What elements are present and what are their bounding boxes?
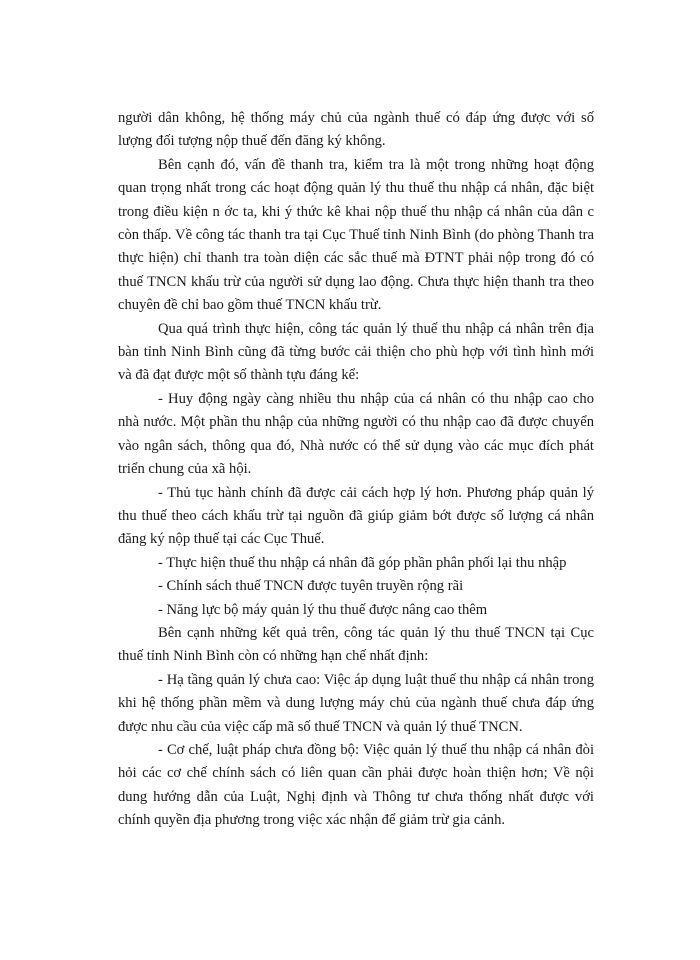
bullet-legal-mechanism-limitation: - Cơ chế, luật pháp chưa đồng bộ: Việc quản lý thuế thu nhập cá nhân đòi hỏi các cơ chế chính sách có liên quan cần phải được hoàn thiện hơn; Về nội dung hướng dẫn của Luật, Nghị định và Thông tư chưa thống nhất được với chính quyền địa phương trong việc xác nhận để giảm trừ gia cảnh.: [118, 741, 594, 829]
paragraph-continuation: người dân không, hệ thống máy chủ của ngành thuế có đáp ứng được với số lượng đối tượng nộp thuế đến đăng ký không.: [118, 110, 594, 150]
bullet-policy-propagation: - Chính sách thuế TNCN được tuyên truyền rộng rãi: [158, 578, 464, 595]
bullet-income-redistribution: - Thực hiện thuế thu nhập cá nhân đã góp phần phân phối lại thu nhập: [158, 554, 567, 571]
paragraph-inspection: Bên cạnh đó, vấn đề thanh tra, kiểm tra là một trong những hoạt động quan trọng nhất trong các hoạt động quản lý thu thuế thu nhập cá nhân, đặc biệt trong điều kiện n ớc ta, khi ý thức kê khai nộp thuế thu nhập cá nhân của dân c còn thấp. Về công tác thanh tra tại Cục Thuế tỉnh Ninh Bình (do phòng Thanh tra thực hiện) chỉ thanh tra toàn diện các sắc thuế mà ĐTNT phải nộp trong đó có thuế TNCN khấu trừ của người sử dụng lao động. Chưa thực hiện thanh tra theo chuyên đề chỉ bao gồm thuế TNCN khấu trừ.: [118, 156, 594, 314]
paragraph-achievements-intro: Qua quá trình thực hiện, công tác quản lý thuế thu nhập cá nhân trên địa bàn tỉnh Ninh Bình cũng đã từng bước cải thiện cho phù hợp với tình hình mới và đã đạt được một số thành tựu đáng kể:: [118, 320, 594, 384]
paragraph-limitations-intro: Bên cạnh những kết quả trên, công tác quản lý thu thuế TNCN tại Cục thuế tỉnh Ninh Bình còn có những hạn chế nhất định:: [118, 624, 594, 665]
bullet-administrative-reform: - Thủ tục hành chính đã được cải cách hợp lý hơn. Phương pháp quản lý thu thuế theo cách khấu trừ tại nguồn đã giúp giảm bớt được số lượng cá nhân đăng ký nộp thuế tại các Cục Thuế.: [118, 484, 594, 548]
bullet-revenue-mobilization: - Huy động ngày càng nhiều thu nhập của cá nhân có thu nhập cao cho nhà nước. Một phần thu nhập của những người có thu nhập cao đã được chuyển vào ngân sách, thông qua đó, Nhà nước có thể sử dụng vào các mục đích phát triển chung của xã hội.: [118, 390, 594, 478]
bullet-infrastructure-limitation: - Hạ tầng quản lý chưa cao: Việc áp dụng luật thuế thu nhập cá nhân trong khi hệ thống phần mềm và dung lượng máy chủ của ngành thuế chưa đáp ứng được nhu cầu của việc cấp mã số thuế TNCN và quản lý thuế TNCN.: [118, 671, 594, 735]
document-body: [118, 107, 594, 833]
bullet-capacity-improvement: - Năng lực bộ máy quản lý thu thuế được nâng cao thêm: [158, 601, 488, 618]
